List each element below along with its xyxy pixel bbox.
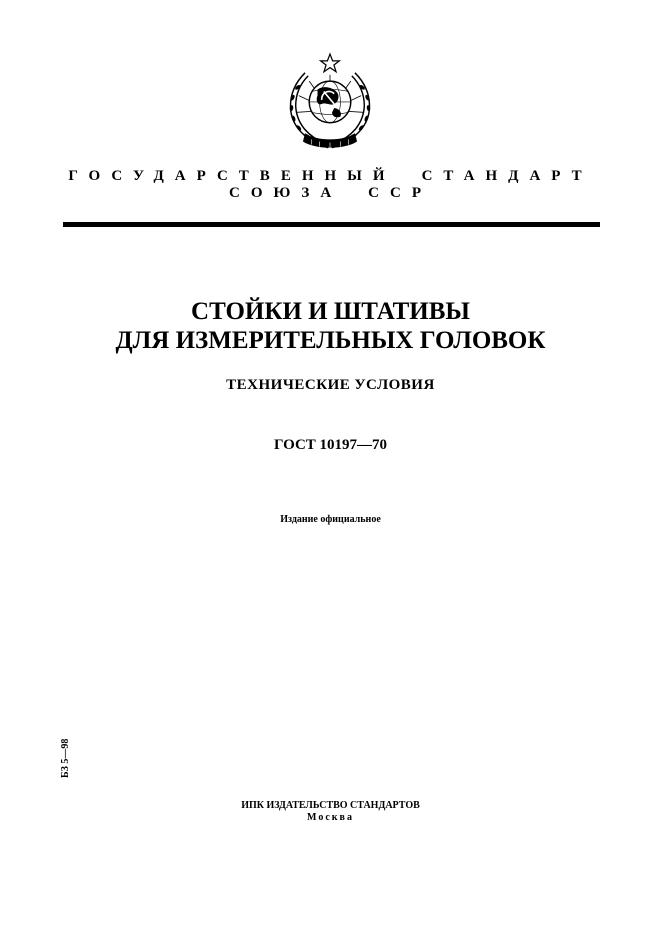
edition-note: Издание официальное <box>280 514 381 525</box>
header-word-union: СОЮЗА <box>229 185 343 201</box>
header-word-state: ГОСУДАРСТВЕННЫЙ <box>68 168 396 184</box>
ussr-coat-of-arms-icon <box>278 52 382 156</box>
publisher-city: Москва <box>307 812 354 823</box>
header-word-standard: СТАНДАРТ <box>421 168 593 184</box>
document-title-line-2: ДЛЯ ИЗМЕРИТЕЛЬНЫХ ГОЛОВОК <box>115 327 546 354</box>
document-subtitle: ТЕХНИЧЕСКИЕ УСЛОВИЯ <box>226 377 435 393</box>
publisher-name: ИПК ИЗДАТЕЛЬСТВО СТАНДАРТОВ <box>241 800 420 811</box>
side-catalog-code: БЗ 5—98 <box>60 738 71 778</box>
header-line-2 <box>0 185 661 202</box>
header-line-1 <box>0 168 661 185</box>
header-divider <box>63 222 600 227</box>
header-word-ssr: ССР <box>368 185 432 201</box>
standard-number: ГОСТ 10197—70 <box>273 437 388 453</box>
document-title-line-1: СТОЙКИ И ШТАТИВЫ <box>191 298 470 325</box>
